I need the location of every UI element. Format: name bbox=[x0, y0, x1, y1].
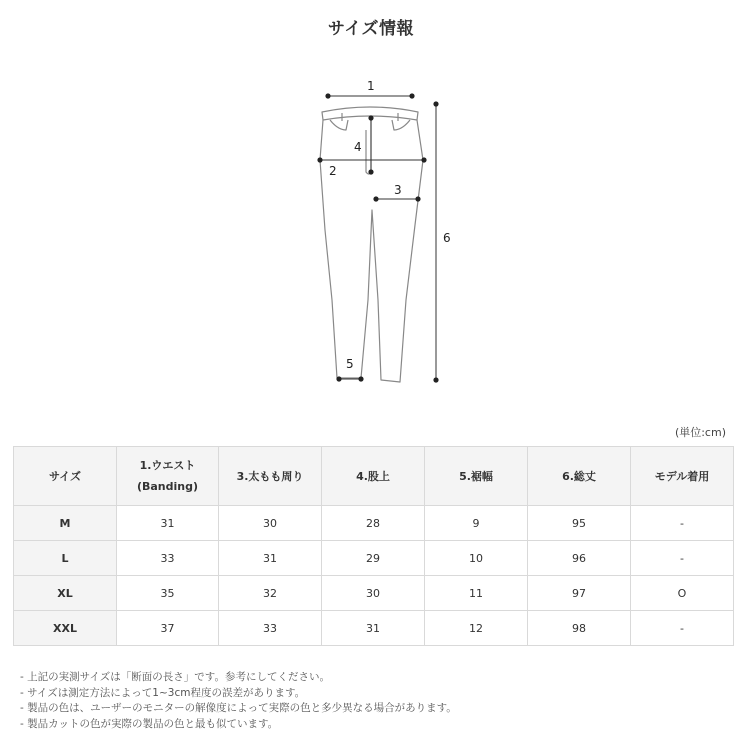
table-cell: 28 bbox=[322, 506, 425, 541]
measure-label-6: 6 bbox=[443, 231, 451, 245]
table-cell: - bbox=[631, 611, 734, 646]
measure-point bbox=[368, 115, 373, 120]
table-row bbox=[14, 611, 734, 646]
table-cell: 96 bbox=[528, 541, 631, 576]
table-cell: 37 bbox=[117, 611, 219, 646]
note-line: - 製品カットの色が実際の製品の色と最も似ています。 bbox=[20, 717, 279, 730]
pants-pocket-right bbox=[392, 120, 410, 130]
note-line: - サイズは測定方法によって1~3cm程度の誤差があります。 bbox=[20, 686, 306, 699]
size-cell: XXL bbox=[14, 611, 117, 646]
measure-label-1: 1 bbox=[367, 79, 375, 93]
table-cell: 31 bbox=[322, 611, 425, 646]
measure-label-4: 4 bbox=[354, 140, 362, 154]
header-waist: 1.ウエスト (Banding) bbox=[117, 447, 219, 506]
table-cell: 12 bbox=[425, 611, 528, 646]
measure-point bbox=[317, 157, 322, 162]
measure-point bbox=[358, 376, 363, 381]
size-cell: L bbox=[14, 541, 117, 576]
measure-label-5: 5 bbox=[346, 357, 354, 371]
table-cell: 9 bbox=[425, 506, 528, 541]
measure-label-2: 2 bbox=[329, 164, 337, 178]
table-cell: 30 bbox=[219, 506, 322, 541]
header-rise: 4.股上 bbox=[322, 447, 425, 506]
size-table bbox=[13, 446, 734, 646]
header-model: モデル着用 bbox=[631, 447, 734, 506]
table-row bbox=[14, 576, 734, 611]
table-cell: 32 bbox=[219, 576, 322, 611]
table-cell: 97 bbox=[528, 576, 631, 611]
pants-pocket-left bbox=[330, 120, 348, 130]
measure-label-3: 3 bbox=[394, 183, 402, 197]
table-cell: 30 bbox=[322, 576, 425, 611]
size-cell: XL bbox=[14, 576, 117, 611]
table-header-row bbox=[14, 447, 734, 506]
pants-fly bbox=[366, 118, 371, 174]
table-cell: 33 bbox=[219, 611, 322, 646]
page-title: サイズ情報 bbox=[327, 19, 415, 39]
size-cell: M bbox=[14, 506, 117, 541]
table-cell: 11 bbox=[425, 576, 528, 611]
measure-point bbox=[368, 169, 373, 174]
measure-point bbox=[433, 377, 438, 382]
note-line: - 上記の実測サイズは「断面の長さ」です。参考にしてください。 bbox=[20, 671, 330, 683]
measurement-lines bbox=[320, 96, 436, 380]
measure-point bbox=[336, 376, 341, 381]
table-row bbox=[14, 541, 734, 576]
table-cell: - bbox=[631, 506, 734, 541]
table-cell: O bbox=[631, 576, 734, 611]
measure-point bbox=[415, 196, 420, 201]
unit-label: (単位:cm) bbox=[674, 426, 726, 439]
header-hem: 5.裾幅 bbox=[425, 447, 528, 506]
measure-point bbox=[409, 93, 414, 98]
table-cell: 31 bbox=[219, 541, 322, 576]
table-row bbox=[14, 506, 734, 541]
note-line: - 製品の色は、ユーザーのモニターの解像度によって実際の色と多少異なる場合があります。 bbox=[20, 702, 457, 714]
measure-point bbox=[373, 196, 378, 201]
measure-point bbox=[421, 157, 426, 162]
header-size: サイズ bbox=[14, 447, 117, 506]
table-cell: 10 bbox=[425, 541, 528, 576]
header-length: 6.総丈 bbox=[528, 447, 631, 506]
notes-section bbox=[20, 670, 457, 732]
measurement-points bbox=[317, 93, 438, 382]
header-thigh: 3.太もも周り bbox=[219, 447, 322, 506]
measure-point bbox=[433, 101, 438, 106]
table-cell: 33 bbox=[117, 541, 219, 576]
measure-point bbox=[325, 93, 330, 98]
table-cell: 98 bbox=[528, 611, 631, 646]
table-cell: 35 bbox=[117, 576, 219, 611]
table-cell: 29 bbox=[322, 541, 425, 576]
table-cell: 95 bbox=[528, 506, 631, 541]
table-cell: - bbox=[631, 541, 734, 576]
table-cell: 31 bbox=[117, 506, 219, 541]
